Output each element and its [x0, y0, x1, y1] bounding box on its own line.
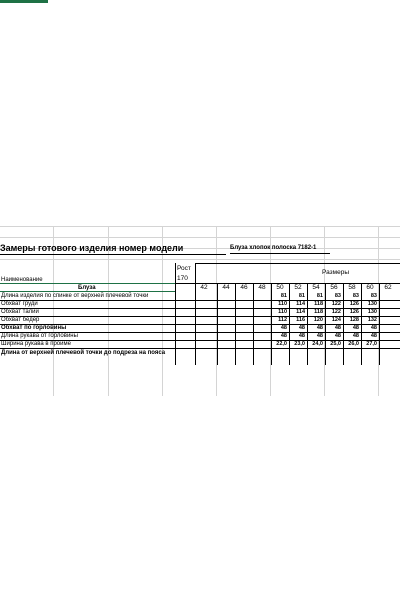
row-value: 118 [314, 301, 323, 307]
cell-selection-top [0, 283, 175, 284]
sheet-title: Замеры готового изделия номер модели [0, 243, 184, 253]
title-underline [0, 254, 226, 255]
size-56-header: 56 [330, 284, 338, 291]
row-value: 114 [296, 301, 305, 307]
grid-row-line [0, 226, 400, 227]
row-value: 48 [316, 325, 323, 331]
size-54-header: 54 [312, 284, 320, 291]
border [195, 263, 400, 264]
size-46-header: 46 [240, 284, 248, 291]
row-value: 24,0 [312, 341, 323, 347]
row-value: 120 [313, 317, 323, 323]
row-value: 48 [352, 333, 359, 339]
row-value: 126 [349, 301, 359, 307]
size-50-header: 50 [276, 284, 284, 291]
row-value: 112 [278, 317, 287, 323]
product-cell: Блуза [78, 285, 96, 291]
row-value: 48 [298, 333, 305, 339]
row-label: Обхват талии [1, 309, 39, 315]
name-header: Наименование [1, 277, 43, 283]
row-value: 83 [352, 293, 359, 299]
row-value: 48 [334, 333, 341, 339]
row-value: 81 [298, 293, 305, 299]
row-value: 23,0 [294, 341, 305, 347]
model-underline [230, 253, 330, 254]
row-label: Длина изделия по спинке от верхней плечевой точки [1, 293, 149, 299]
row-value: 26,0 [348, 341, 359, 347]
grid-row-line [0, 237, 400, 238]
size-44-header: 44 [222, 284, 230, 291]
row-label: Ширина рукава в пройме [1, 341, 71, 347]
measurements-table [0, 263, 400, 365]
size-48-header: 48 [258, 284, 266, 291]
height-header: Рост [177, 265, 191, 272]
row-value: 27,0 [366, 341, 377, 347]
row-value: 48 [298, 325, 305, 331]
row-label: Обхват по горловины [1, 325, 67, 331]
row-value: 110 [278, 309, 287, 315]
row-value: 128 [349, 317, 359, 323]
row-value: 48 [280, 333, 287, 339]
row-value: 130 [367, 301, 377, 307]
size-52-header: 52 [294, 284, 302, 291]
row-value: 48 [370, 333, 377, 339]
row-value: 48 [334, 325, 341, 331]
row-value: 124 [331, 317, 341, 323]
size-42-header: 42 [200, 284, 208, 291]
row-value: 122 [331, 301, 341, 307]
row-value: 81 [316, 293, 323, 299]
border [175, 263, 176, 365]
sizes-header: Размеры [322, 269, 350, 276]
size-62-header: 62 [384, 284, 392, 291]
row-value: 48 [352, 325, 359, 331]
row-label: Обхват бедер [1, 317, 40, 323]
row-value: 132 [367, 317, 377, 323]
row-value: 48 [370, 325, 377, 331]
row-value: 48 [316, 333, 323, 339]
row-value: 126 [349, 309, 359, 315]
row-value: 118 [314, 309, 323, 315]
row-value: 83 [334, 293, 341, 299]
row-label: Длина рукава от горловины [1, 333, 78, 339]
row-value: 110 [278, 301, 287, 307]
row-value: 22,0 [276, 341, 287, 347]
row-value: 81 [280, 293, 287, 299]
row-value: 116 [296, 317, 305, 323]
size-58-header: 58 [348, 284, 356, 291]
row-label: Обхват груди [1, 301, 38, 307]
row-value: 83 [370, 293, 377, 299]
active-sheet-indicator [0, 0, 48, 3]
model-name: Блуза хлопок полоска 7182-1 [230, 245, 317, 251]
row-value: 25,0 [330, 341, 341, 347]
footer-row-label: Длина от верхней плечевой точки до подреза на пояса [1, 350, 166, 356]
row-value: 130 [367, 309, 377, 315]
row-value: 48 [280, 325, 287, 331]
grid-row-line [0, 259, 400, 260]
row-value: 122 [331, 309, 341, 315]
height-value: 170 [177, 275, 188, 282]
row-value: 114 [296, 309, 305, 315]
size-60-header: 60 [366, 284, 374, 291]
